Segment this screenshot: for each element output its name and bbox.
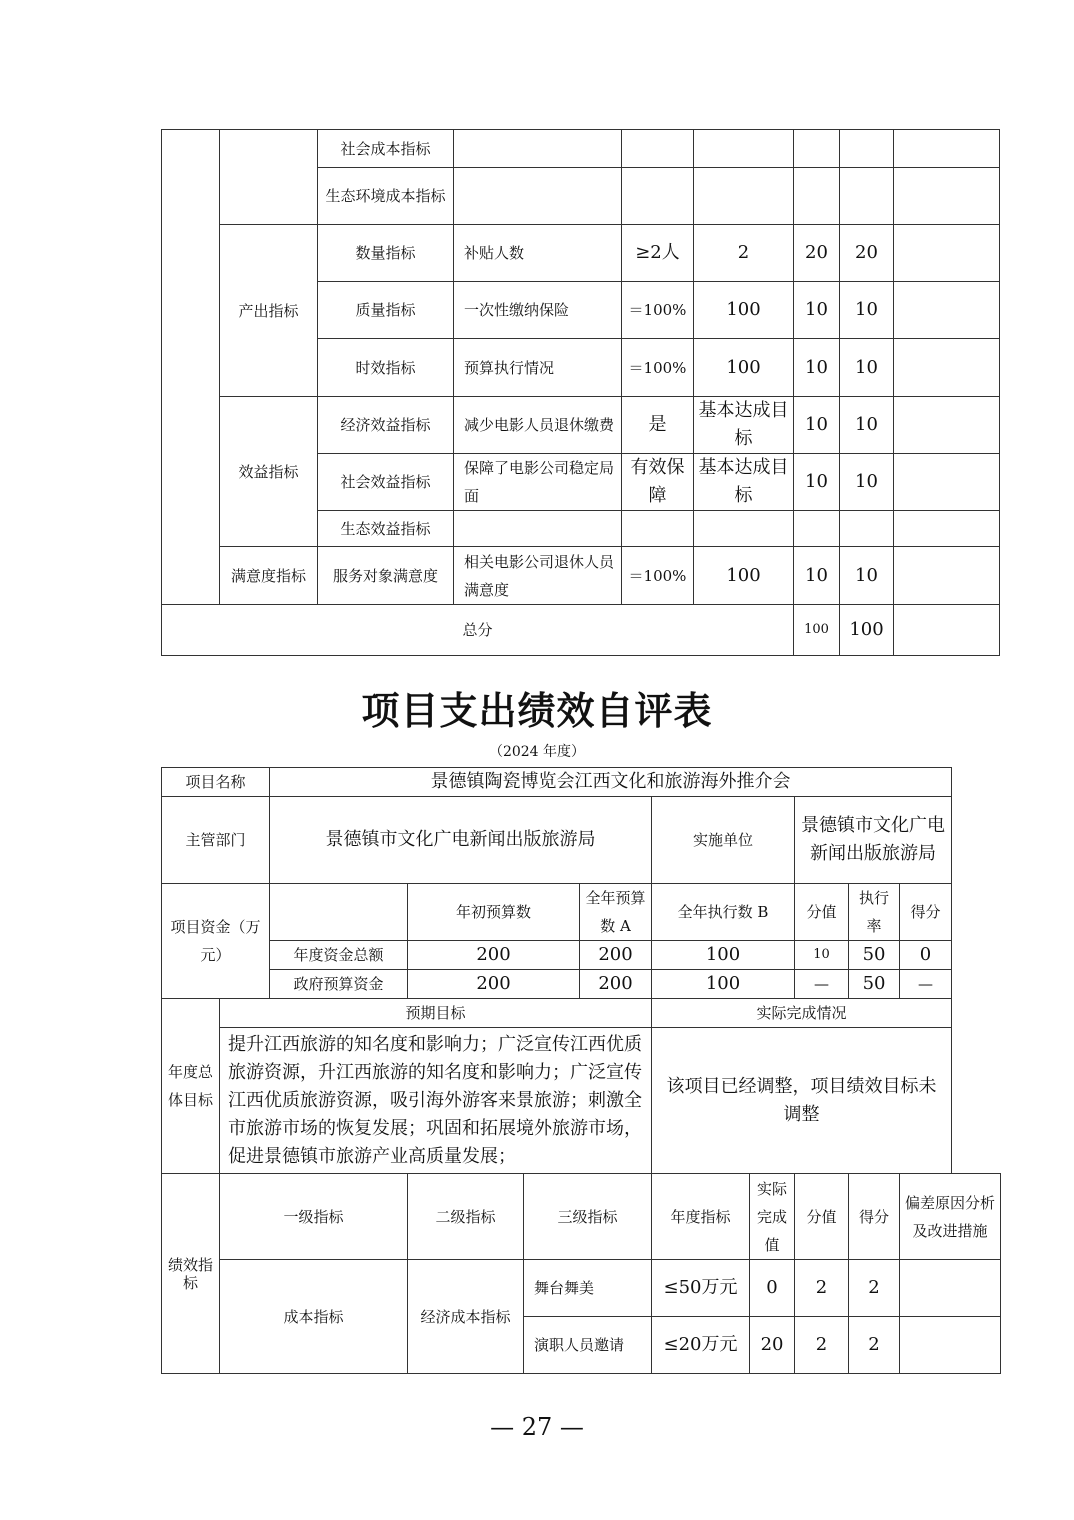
perf-actual: 20	[750, 1317, 795, 1374]
target-value: 是	[622, 397, 694, 454]
table-row	[162, 941, 1001, 970]
funds-header: 全年预算数 A	[580, 884, 652, 941]
actual-result-text: 该项目已经调整，项目绩效目标未调整	[652, 1028, 952, 1174]
score-value: 10	[794, 547, 840, 605]
project-name-label: 项目名称	[162, 768, 270, 797]
got-value: 10	[840, 547, 894, 605]
level1-empty-cell	[162, 130, 220, 605]
level3-indicator: 社会成本指标	[318, 130, 454, 168]
page-number: — 27 —	[490, 1413, 584, 1441]
level3-indicator: 质量指标	[318, 282, 454, 339]
indicator-name: 一次性缴纳保险	[454, 282, 622, 339]
perf-score: 2	[795, 1260, 849, 1317]
perf-indicator: 舞台舞美	[524, 1260, 652, 1317]
got-value: 10	[840, 454, 894, 511]
table-row	[162, 1028, 1001, 1174]
funds-year: 200	[580, 941, 652, 970]
level3-indicator: 服务对象满意度	[318, 547, 454, 605]
actual-value: 2	[694, 225, 794, 282]
funds-header: 分值	[795, 884, 849, 941]
total-label: 总分	[162, 605, 794, 656]
actual-value: 100	[694, 547, 794, 605]
funds-got: 0	[900, 941, 952, 970]
table-row	[162, 397, 1000, 454]
target-value: ＝100%	[622, 282, 694, 339]
impl-label: 实施单位	[652, 797, 795, 884]
self-evaluation-table	[161, 767, 1001, 1374]
table-row	[162, 225, 1000, 282]
expected-goal-text: 提升江西旅游的知名度和影响力；广泛宣传江西优质旅游资源，升江西旅游的知名度和影响力；广泛宣传江西优质旅游资源，吸引海外游客来景旅游；刺激全市旅游市场的恢复发展；巩固和拓展境外旅游市场，促进景德镇市旅游产业高质量发展；	[220, 1028, 652, 1174]
funds-got: —	[900, 970, 952, 999]
table-row	[162, 999, 1001, 1028]
funds-init: 200	[408, 970, 580, 999]
indicator-name: 预算执行情况	[454, 339, 622, 397]
level3-indicator: 时效指标	[318, 339, 454, 397]
score-value: 20	[794, 225, 840, 282]
table-row	[162, 768, 1001, 797]
funds-header: 年初预算数	[408, 884, 580, 941]
target-value: 有效保障	[622, 454, 694, 511]
total-score: 100	[794, 605, 840, 656]
perf-header-reason: 偏差原因分析及改进措施	[900, 1174, 1001, 1260]
table-row	[162, 884, 1001, 941]
level3-indicator: 生态效益指标	[318, 511, 454, 547]
funds-header: 执行率	[849, 884, 900, 941]
perf-l2: 经济成本指标	[408, 1260, 524, 1374]
perf-got: 2	[849, 1260, 900, 1317]
score-value: 10	[794, 282, 840, 339]
actual-value: 基本达成目标	[694, 454, 794, 511]
perf-actual: 0	[750, 1260, 795, 1317]
level3-indicator: 数量指标	[318, 225, 454, 282]
perf-target: ≤20万元	[652, 1317, 750, 1374]
perf-header-l1: 一级指标	[220, 1174, 408, 1260]
funds-header: 得分	[900, 884, 952, 941]
level2-indicator: 效益指标	[220, 397, 318, 547]
funds-init: 200	[408, 941, 580, 970]
perf-indicator: 演职人员邀请	[524, 1317, 652, 1374]
total-got: 100	[840, 605, 894, 656]
table-row	[162, 547, 1000, 605]
indicator-name: 减少电影人员退休缴费	[454, 397, 622, 454]
indicator-name: 补贴人数	[454, 225, 622, 282]
perf-l1: 成本指标	[220, 1260, 408, 1374]
perf-header-l3: 三级指标	[524, 1174, 652, 1260]
perf-label: 绩效指标	[162, 1174, 220, 1374]
indicator-name: 相关电影公司退休人员满意度	[454, 547, 622, 605]
funds-rate: 50	[849, 970, 900, 999]
got-value: 10	[840, 397, 894, 454]
perf-target: ≤50万元	[652, 1260, 750, 1317]
table-row	[162, 1260, 1001, 1317]
perf-got: 2	[849, 1317, 900, 1374]
level2-indicator: 满意度指标	[220, 547, 318, 605]
level2-indicator: 产出指标	[220, 225, 318, 397]
got-value: 10	[840, 339, 894, 397]
table-row	[162, 970, 1001, 999]
perf-score: 2	[795, 1317, 849, 1374]
table-row	[162, 1174, 1001, 1260]
impl-unit: 景德镇市文化广电新闻出版旅游局	[795, 797, 952, 884]
score-value: 10	[794, 339, 840, 397]
performance-table-continued	[161, 129, 1000, 656]
actual-value: 100	[694, 339, 794, 397]
year-label: （2024 年度）	[488, 744, 586, 760]
funds-exec: 100	[652, 970, 795, 999]
project-name: 景德镇陶瓷博览会江西文化和旅游海外推介会	[270, 768, 952, 797]
funds-score: 10	[795, 941, 849, 970]
level2-empty-cell	[220, 130, 318, 225]
expected-goal-label: 预期目标	[220, 999, 652, 1028]
target-value: ＝100%	[622, 547, 694, 605]
actual-value: 100	[694, 282, 794, 339]
perf-header-target: 年度指标	[652, 1174, 750, 1260]
perf-header-score: 分值	[795, 1174, 849, 1260]
funds-header: 全年执行数 B	[652, 884, 795, 941]
target-value: ≥2人	[622, 225, 694, 282]
funds-row-name: 年度资金总额	[270, 941, 408, 970]
table-row	[162, 130, 1000, 168]
got-value: 10	[840, 282, 894, 339]
dept-name: 景德镇市文化广电新闻出版旅游局	[270, 797, 652, 884]
score-value: 10	[794, 397, 840, 454]
annual-goal-label: 年度总体目标	[162, 999, 220, 1174]
dept-label: 主管部门	[162, 797, 270, 884]
funds-rate: 50	[849, 941, 900, 970]
indicator-name: 保障了电影公司稳定局面	[454, 454, 622, 511]
level3-indicator: 经济效益指标	[318, 397, 454, 454]
perf-header-got: 得分	[849, 1174, 900, 1260]
actual-result-label: 实际完成情况	[652, 999, 952, 1028]
funds-year: 200	[580, 970, 652, 999]
perf-header-l2: 二级指标	[408, 1174, 524, 1260]
funds-score: —	[795, 970, 849, 999]
perf-header-actual: 实际完成值	[750, 1174, 795, 1260]
page-title: 项目支出绩效自评表	[361, 688, 713, 733]
level3-indicator: 生态环境成本指标	[318, 168, 454, 225]
funds-label: 项目资金（万元）	[162, 884, 270, 999]
target-value: ＝100%	[622, 339, 694, 397]
level3-indicator: 社会效益指标	[318, 454, 454, 511]
funds-row-name: 政府预算资金	[270, 970, 408, 999]
total-row	[162, 605, 1000, 656]
score-value: 10	[794, 454, 840, 511]
got-value: 20	[840, 225, 894, 282]
funds-exec: 100	[652, 941, 795, 970]
actual-value: 基本达成目标	[694, 397, 794, 454]
table-row	[162, 797, 1001, 884]
